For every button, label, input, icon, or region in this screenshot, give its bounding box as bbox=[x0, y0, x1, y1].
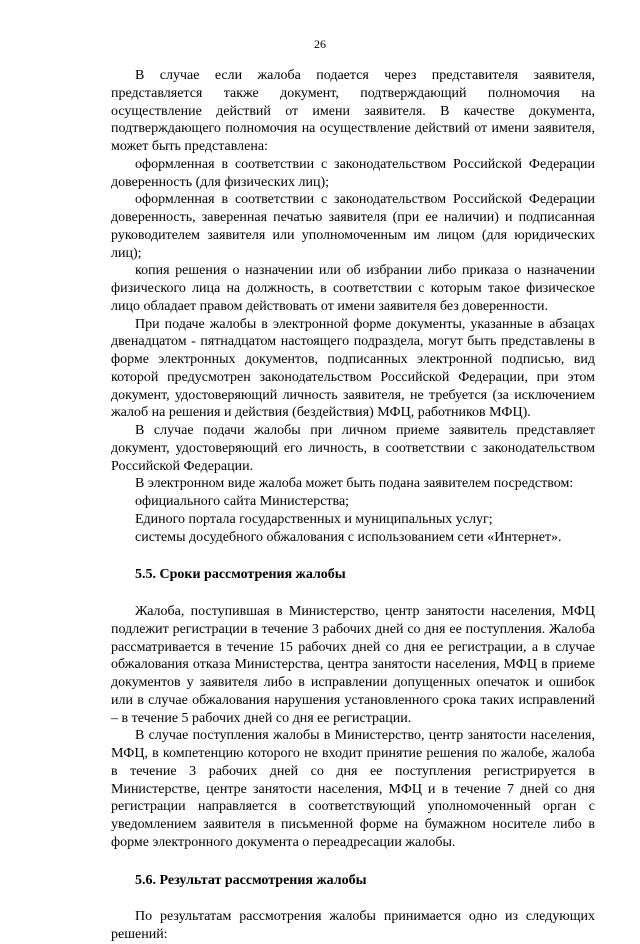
paragraph: По результатам рассмотрения жалобы принимается одно из следующих решений: bbox=[111, 909, 595, 942]
document-body bbox=[111, 67, 595, 944]
spacer bbox=[111, 584, 595, 603]
page-number: 26 bbox=[314, 37, 326, 51]
paragraph: В случае поступления жалобы в Министерство, центр занятости населения, МФЦ, в компетенцию которого не входит принятие решения по жалобе, жалоба в течение 3 рабочих дней со дня ее поступления регистрируется в Министерстве, центре занятости населения, МФЦ и в течение 7 дней со дня регистрации направляется в соответствующий уполномоченный орган с уведомлением заявителя в письменной форме на бумажном носителе либо в форме электронного документа о переадресации жалобы. bbox=[111, 728, 595, 850]
list-item: системы досудебного обжалования с использованием сети «Интернет». bbox=[135, 529, 562, 545]
spacer bbox=[111, 889, 595, 908]
list-item: официального сайта Министерства; bbox=[135, 494, 350, 509]
paragraph: При подаче жалобы в электронной форме документы, указанные в абзацах двенадцатом - пятнадцатом настоящего подраздела, могут быть представлены в форме электронных документов, подписанных электронной подписью, вид которой предусмотрен законодательством Российской Федерации, при этом документ, удостоверяющий личность заявителя, не требуется (за исключением жалоб на решения и действия (бездействия) МФЦ, работников МФЦ). bbox=[111, 316, 595, 421]
paragraph: В электронном виде жалоба может быть подана заявителем посредством: bbox=[135, 476, 574, 492]
section-heading-5-6: 5.6. Результат рассмотрения жалобы bbox=[135, 872, 367, 888]
list-item: Единого портала государственных и муниципальных услуг; bbox=[135, 511, 493, 527]
spacer bbox=[111, 852, 595, 872]
paragraph: копия решения о назначении или об избрании либо приказа о назначении физического лица на должность, в соответствии с которым такое физическое лицо обладает правом действовать от имени заявителя без доверенности. bbox=[111, 263, 595, 314]
paragraph: В случае если жалоба подается через представителя заявителя, представляется также документ, подтверждающий полномочия на осуществление действий от имени заявителя. В качестве документа, подтверждающего полномочия на осуществление действий от имени заявителя, может быть представлена: bbox=[111, 68, 595, 154]
paragraph: Жалоба, поступившая в Министерство, центр занятости населения, МФЦ подлежит регистрации в течение 3 рабочих дней со дня ее поступления. Жалоба рассматривается в течение 15 рабочих дней со дня ее регистрации, а в случае обжалования отказа Министерства, центра занятости населения, МФЦ в приеме документов у заявителя либо в исправлении допущенных опечаток и ошибок или в случае обжалования нарушения установленного срока таких исправлений – в течение 5 рабочих дней со дня ее регистрации. bbox=[111, 604, 595, 726]
paragraph: В случае подачи жалобы при личном приеме заявитель представляет документ, удостоверяющий его личность, в соответствии с законодательством Российской Федерации. bbox=[111, 423, 595, 474]
spacer bbox=[111, 546, 595, 566]
paragraph: оформленная в соответствии с законодательством Российской Федерации доверенность, заверенная печатью заявителя (при ее наличии) и подписанная руководителем заявителя или уполномоченным им лицом (для юридических лиц); bbox=[111, 192, 595, 261]
paragraph: оформленная в соответствии с законодательством Российской Федерации доверенность (для физических лиц); bbox=[111, 156, 595, 190]
section-heading-5-5: 5.5. Сроки рассмотрения жалобы bbox=[135, 567, 346, 583]
